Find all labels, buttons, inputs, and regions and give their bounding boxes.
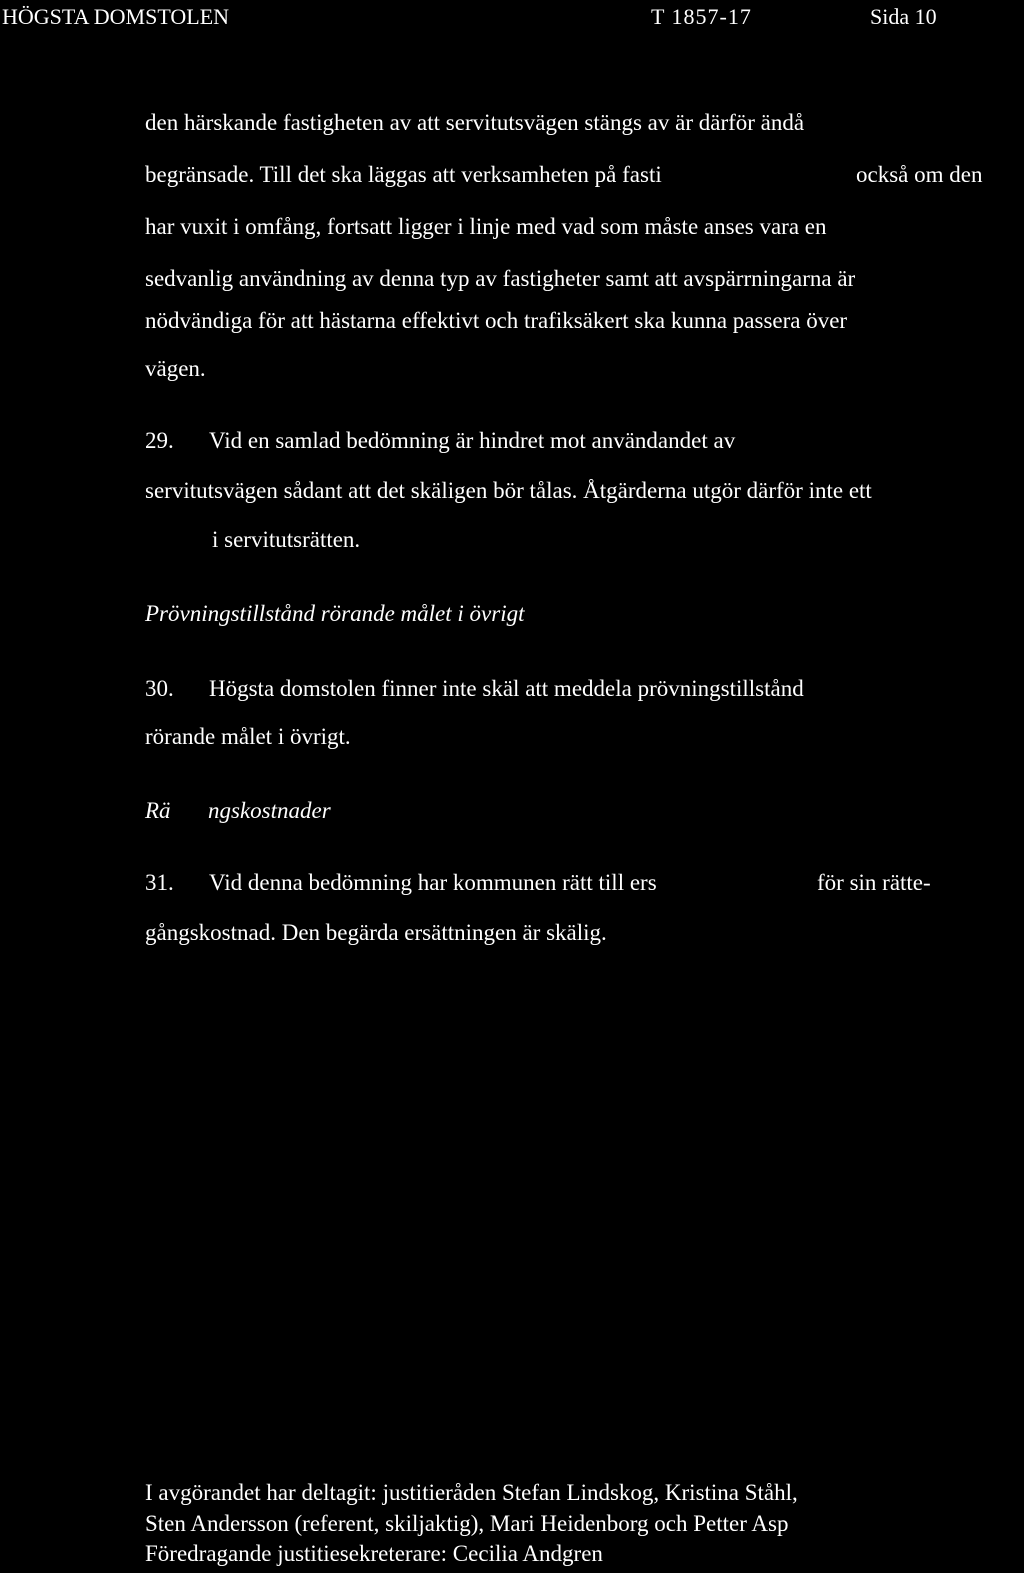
paragraph-31-first-line — [145, 870, 995, 900]
page-header — [0, 4, 1024, 40]
body-line: den härskande fastigheten av att servitutsvägen stängs av är därför ändå — [145, 110, 805, 135]
body-line — [145, 162, 1015, 192]
paragraph-number: 31. — [145, 870, 174, 895]
body-line-text: Vid en samlad bedömning är hindret mot användandet av — [209, 428, 736, 453]
body-line: servitutsvägen sådant att det skäligen bör tålas. Åtgärderna utgör därför inte ett — [145, 478, 872, 503]
heading-segment: ngskostnader — [208, 798, 331, 823]
body-line: vägen. — [145, 356, 206, 381]
section-heading — [145, 798, 445, 828]
heading-segment: Rä — [145, 798, 171, 823]
clerk-line: Föredragande justitiesekreterare: Cecilia Andgren — [145, 1541, 603, 1566]
body-line: gångskostnad. Den begärda ersättningen är skälig. — [145, 920, 607, 945]
body-line-segment: Vid denna bedömning har kommunen rätt till ers — [209, 870, 657, 895]
participants-line: I avgörandet har deltagit: justitieråden Stefan Lindskog, Kristina Ståhl, — [145, 1480, 798, 1505]
paragraph-29-first-line — [145, 428, 735, 454]
paragraph-30-first-line — [145, 676, 804, 702]
case-number: T 1857-17 — [651, 4, 752, 29]
body-line: har vuxit i omfång, fortsatt ligger i linje med vad som måste anses vara en — [145, 214, 827, 239]
body-line: nödvändiga för att hästarna effektivt och trafiksäkert ska kunna passera över — [145, 308, 848, 333]
participants-line: Sten Andersson (referent, skiljaktig), Mari Heidenborg och Petter Asp — [145, 1511, 789, 1536]
body-line: rörande målet i övrigt. — [145, 724, 351, 749]
paragraph-number: 29. — [145, 428, 174, 453]
body-line: sedvanlig användning av denna typ av fastigheter samt att avspärrningarna är — [145, 266, 856, 291]
page-number: Sida 10 — [870, 4, 937, 29]
body-line-text: Högsta domstolen finner inte skäl att meddela prövningstillstånd — [209, 676, 804, 701]
section-heading: Prövningstillstånd rörande målet i övrigt — [145, 601, 525, 626]
body-line-segment: för sin rätte- — [817, 870, 931, 895]
body-line-segment: begränsade. Till det ska läggas att verksamheten på fasti — [145, 162, 662, 187]
body-line-segment: också om den — [856, 162, 983, 187]
body-line: i servitutsrätten. — [212, 527, 361, 552]
court-name: HÖGSTA DOMSTOLEN — [2, 4, 230, 29]
paragraph-number: 30. — [145, 676, 174, 701]
